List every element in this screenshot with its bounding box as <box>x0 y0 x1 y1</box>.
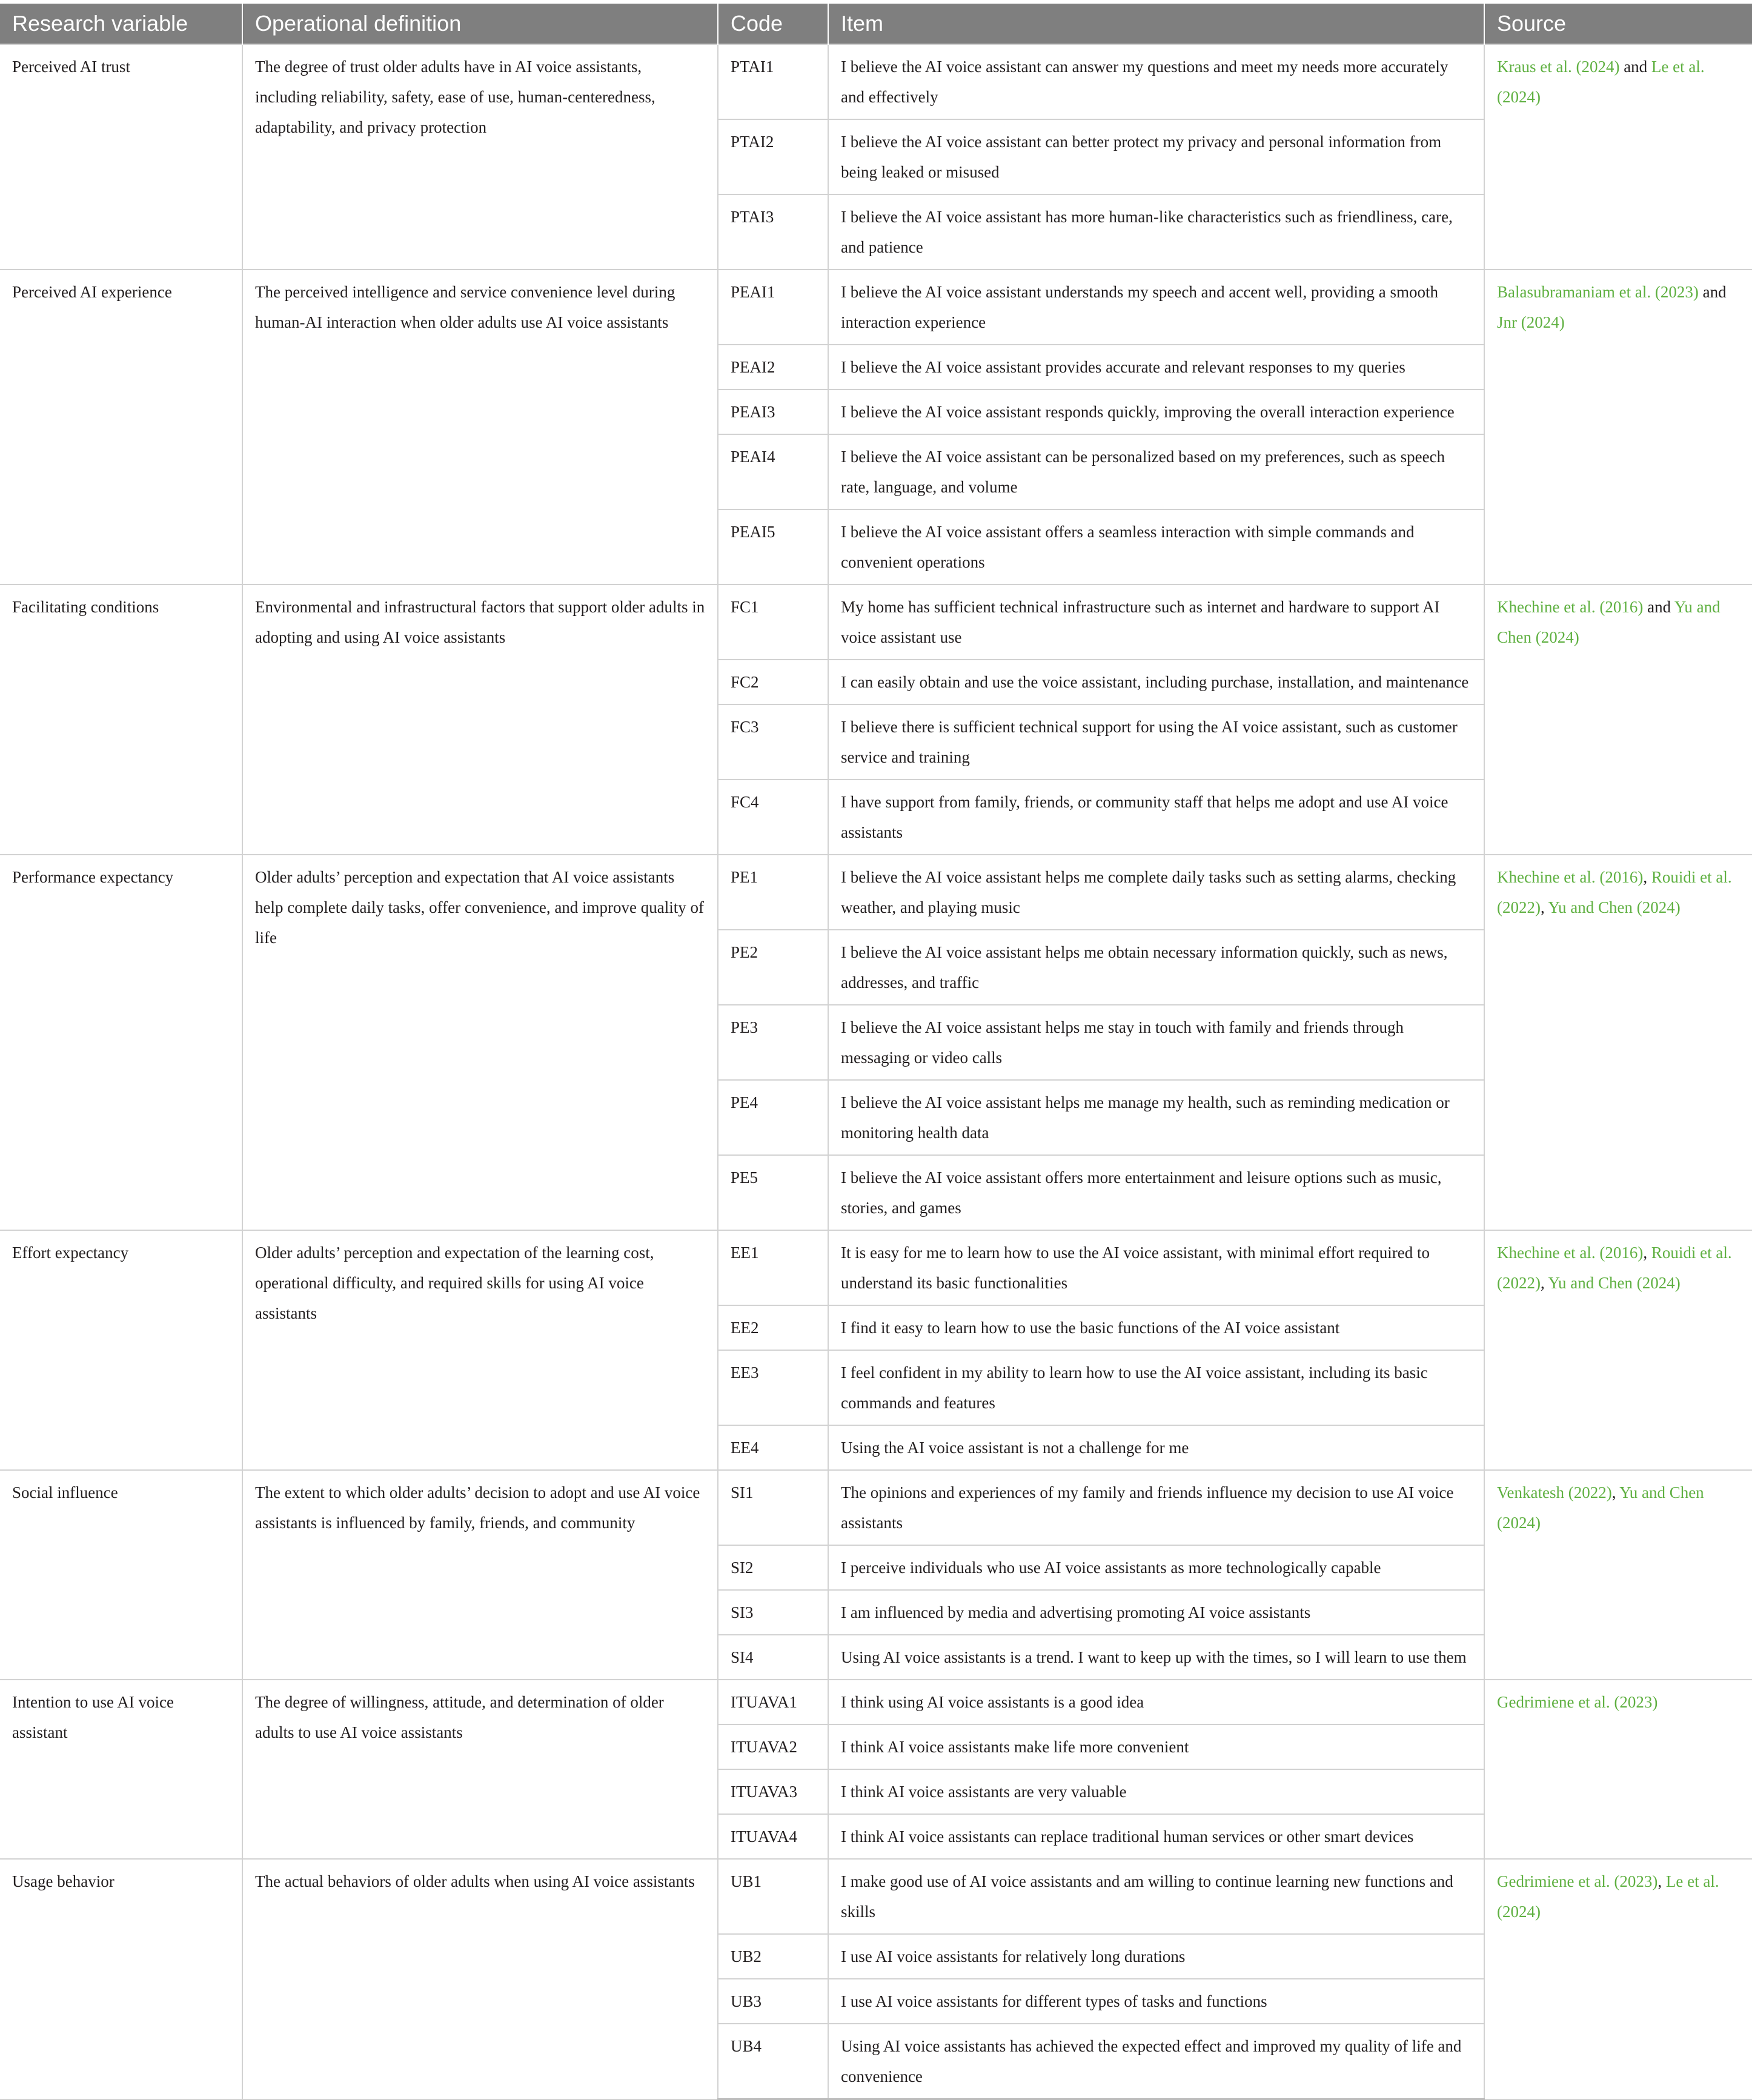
citation-link[interactable]: Gedrimiene et al. (2023) <box>1497 1693 1658 1711</box>
operational-definition-cell: Older adults’ perception and expectation of the learning cost, operational difficulty, and required skills for using AI voice assistants <box>242 1230 718 1470</box>
citation-link[interactable]: Khechine et al. (2016) <box>1497 598 1644 616</box>
item-code-cell: ITUAVA3 <box>718 1769 828 1814</box>
research-variable-cell: Intention to use AI voice assistant <box>0 1680 242 1859</box>
table-body <box>0 44 1752 2099</box>
item-code-cell: UB4 <box>718 2024 828 2099</box>
citation-separator: , <box>1540 1274 1548 1292</box>
item-text-cell: It is easy for me to learn how to use the AI voice assistant, with minimal effort required to understand its basic functionalities <box>828 1230 1484 1305</box>
research-variable-cell: Usage behavior <box>0 1859 242 2099</box>
research-variable-cell: Perceived AI experience <box>0 270 242 585</box>
item-code-cell: ITUAVA2 <box>718 1724 828 1769</box>
item-code-cell: FC1 <box>718 585 828 660</box>
item-code-cell: PE5 <box>718 1155 828 1230</box>
item-text-cell: I believe the AI voice assistant helps me complete daily tasks such as setting alarms, checking weather, and playing music <box>828 855 1484 930</box>
item-text-cell: Using AI voice assistants is a trend. I want to keep up with the times, so I will learn to use them <box>828 1635 1484 1680</box>
item-text-cell: I believe the AI voice assistant helps me obtain necessary information quickly, such as news, addresses, and traffic <box>828 930 1484 1005</box>
citation-separator: , <box>1611 1483 1620 1502</box>
citation-separator: and <box>1643 598 1674 616</box>
item-code-cell: PEAI4 <box>718 434 828 509</box>
citation-link[interactable]: Yu and Chen (2024) <box>1548 1274 1681 1292</box>
operational-definition-cell: The actual behaviors of older adults when using AI voice assistants <box>242 1859 718 2099</box>
item-text-cell: I believe the AI voice assistant understands my speech and accent well, providing a smooth interaction experience <box>828 270 1484 345</box>
citation-separator: , <box>1657 1872 1666 1890</box>
citation-separator: , <box>1643 1244 1651 1262</box>
item-code-cell: FC2 <box>718 660 828 704</box>
table-row <box>0 1859 1752 1934</box>
item-code-cell: PTAI3 <box>718 194 828 270</box>
header-item: Item <box>828 4 1484 44</box>
item-text-cell: I think AI voice assistants are very valuable <box>828 1769 1484 1814</box>
item-code-cell: PTAI1 <box>718 44 828 119</box>
item-text-cell: I use AI voice assistants for different types of tasks and functions <box>828 1979 1484 2024</box>
item-code-cell: FC4 <box>718 780 828 855</box>
operational-definition-cell: Environmental and infrastructural factors that support older adults in adopting and using AI voice assistants <box>242 585 718 855</box>
source-cell <box>1484 1470 1752 1680</box>
measurement-table <box>0 4 1752 2100</box>
item-text-cell: Using the AI voice assistant is not a challenge for me <box>828 1425 1484 1470</box>
citation-link[interactable]: Le et al. (2024) <box>1497 58 1705 106</box>
citation-link[interactable]: Rouidi et al. (2022) <box>1497 1244 1732 1292</box>
item-code-cell: PEAI1 <box>718 270 828 345</box>
item-text-cell: Using AI voice assistants has achieved the expected effect and improved my quality of life and convenience <box>828 2024 1484 2099</box>
operational-definition-cell: The degree of willingness, attitude, and determination of older adults to use AI voice assistants <box>242 1680 718 1859</box>
item-text-cell: I believe the AI voice assistant helps me manage my health, such as reminding medication or monitoring health data <box>828 1080 1484 1155</box>
item-code-cell: PE3 <box>718 1005 828 1080</box>
table-row <box>0 1230 1752 1305</box>
item-code-cell: UB3 <box>718 1979 828 2024</box>
item-code-cell: PEAI5 <box>718 509 828 585</box>
item-code-cell: SI3 <box>718 1590 828 1635</box>
item-text-cell: I believe the AI voice assistant offers more entertainment and leisure options such as music, stories, and games <box>828 1155 1484 1230</box>
item-code-cell: EE4 <box>718 1425 828 1470</box>
header-operational-definition: Operational definition <box>242 4 718 44</box>
item-text-cell: I believe the AI voice assistant responds quickly, improving the overall interaction experience <box>828 389 1484 434</box>
research-variable-cell: Facilitating conditions <box>0 585 242 855</box>
citation-link[interactable]: Khechine et al. (2016) <box>1497 868 1644 886</box>
source-cell <box>1484 1859 1752 2099</box>
citation-link[interactable]: Jnr (2024) <box>1497 313 1565 331</box>
table-row <box>0 44 1752 119</box>
table-row <box>0 855 1752 930</box>
item-text-cell: I think AI voice assistants make life more convenient <box>828 1724 1484 1769</box>
item-text-cell: I believe the AI voice assistant can better protect my privacy and personal information from being leaked or misused <box>828 119 1484 194</box>
item-code-cell: PTAI2 <box>718 119 828 194</box>
operational-definition-cell: The degree of trust older adults have in AI voice assistants, including reliability, safety, ease of use, human-centeredness, adaptability, and privacy protection <box>242 44 718 270</box>
source-cell <box>1484 1680 1752 1859</box>
item-code-cell: FC3 <box>718 704 828 780</box>
item-text-cell: I believe the AI voice assistant offers a seamless interaction with simple commands and convenient operations <box>828 509 1484 585</box>
item-text-cell: I use AI voice assistants for relatively long durations <box>828 1934 1484 1979</box>
citation-link[interactable]: Rouidi et al. (2022) <box>1497 868 1732 916</box>
citation-link[interactable]: Gedrimiene et al. (2023) <box>1497 1872 1658 1890</box>
item-code-cell: EE2 <box>718 1305 828 1350</box>
item-text-cell: I find it easy to learn how to use the basic functions of the AI voice assistant <box>828 1305 1484 1350</box>
item-text-cell: I think AI voice assistants can replace traditional human services or other smart devices <box>828 1814 1484 1859</box>
citation-separator: and <box>1698 283 1727 301</box>
citation-link[interactable]: Yu and Chen (2024) <box>1497 598 1720 646</box>
item-code-cell: EE3 <box>718 1350 828 1425</box>
item-code-cell: PE2 <box>718 930 828 1005</box>
citation-link[interactable]: Yu and Chen (2024) <box>1497 1483 1704 1532</box>
citation-link[interactable]: Venkatesh (2022) <box>1497 1483 1612 1502</box>
item-text-cell: I believe the AI voice assistant helps me stay in touch with family and friends through messaging or video calls <box>828 1005 1484 1080</box>
citation-separator: , <box>1540 898 1548 916</box>
research-variable-cell: Perceived AI trust <box>0 44 242 270</box>
citation-link[interactable]: Kraus et al. (2024) <box>1497 58 1620 76</box>
item-text-cell: I think using AI voice assistants is a good idea <box>828 1680 1484 1724</box>
table-row <box>0 1680 1752 1724</box>
citation-link[interactable]: Le et al. (2024) <box>1497 1872 1719 1921</box>
item-code-cell: ITUAVA4 <box>718 1814 828 1859</box>
item-text-cell: I feel confident in my ability to learn how to use the AI voice assistant, including its basic commands and features <box>828 1350 1484 1425</box>
table-row <box>0 270 1752 345</box>
citation-link[interactable]: Yu and Chen (2024) <box>1548 898 1681 916</box>
research-variable-cell: Performance expectancy <box>0 855 242 1230</box>
item-text-cell: My home has sufficient technical infrastructure such as internet and hardware to support AI voice assistant use <box>828 585 1484 660</box>
citation-separator: , <box>1643 868 1651 886</box>
item-text-cell: I am influenced by media and advertising promoting AI voice assistants <box>828 1590 1484 1635</box>
item-code-cell: UB2 <box>718 1934 828 1979</box>
item-text-cell: I believe the AI voice assistant has more human-like characteristics such as friendliness, care, and patience <box>828 194 1484 270</box>
header-row <box>0 4 1752 44</box>
item-text-cell: The opinions and experiences of my family and friends influence my decision to use AI voice assistants <box>828 1470 1484 1545</box>
source-cell <box>1484 855 1752 1230</box>
citation-separator: and <box>1619 58 1651 76</box>
item-text-cell: I believe the AI voice assistant provides accurate and relevant responses to my queries <box>828 345 1484 389</box>
citation-link[interactable]: Balasubramaniam et al. (2023) <box>1497 283 1699 301</box>
source-cell <box>1484 585 1752 855</box>
source-cell <box>1484 270 1752 585</box>
item-text-cell: I have support from family, friends, or community staff that helps me adopt and use AI voice assistants <box>828 780 1484 855</box>
item-text-cell: I can easily obtain and use the voice assistant, including purchase, installation, and maintenance <box>828 660 1484 704</box>
item-code-cell: ITUAVA1 <box>718 1680 828 1724</box>
item-code-cell: PE1 <box>718 855 828 930</box>
item-text-cell: I believe the AI voice assistant can be personalized based on my preferences, such as speech rate, language, and volume <box>828 434 1484 509</box>
item-code-cell: UB1 <box>718 1859 828 1934</box>
table-row <box>0 585 1752 660</box>
item-code-cell: EE1 <box>718 1230 828 1305</box>
item-code-cell: PEAI2 <box>718 345 828 389</box>
item-text-cell: I perceive individuals who use AI voice assistants as more technologically capable <box>828 1545 1484 1590</box>
header-source: Source <box>1484 4 1752 44</box>
citation-link[interactable]: Khechine et al. (2016) <box>1497 1244 1644 1262</box>
item-code-cell: PEAI3 <box>718 389 828 434</box>
item-code-cell: SI2 <box>718 1545 828 1590</box>
operational-definition-cell: The extent to which older adults’ decision to adopt and use AI voice assistants is influenced by family, friends, and community <box>242 1470 718 1680</box>
item-text-cell: I believe there is sufficient technical support for using the AI voice assistant, such as customer service and training <box>828 704 1484 780</box>
item-code-cell: SI4 <box>718 1635 828 1680</box>
table-row <box>0 1470 1752 1545</box>
operational-definition-cell: Older adults’ perception and expectation that AI voice assistants help complete daily tasks, offer convenience, and improve quality of life <box>242 855 718 1230</box>
item-code-cell: PE4 <box>718 1080 828 1155</box>
item-text-cell: I make good use of AI voice assistants and am willing to continue learning new functions and skills <box>828 1859 1484 1934</box>
header-code: Code <box>718 4 828 44</box>
source-cell <box>1484 44 1752 270</box>
research-variable-cell: Effort expectancy <box>0 1230 242 1470</box>
item-code-cell: SI1 <box>718 1470 828 1545</box>
research-variable-cell: Social influence <box>0 1470 242 1680</box>
source-cell <box>1484 1230 1752 1470</box>
header-research-variable: Research variable <box>0 4 242 44</box>
item-text-cell: I believe the AI voice assistant can answer my questions and meet my needs more accurately and effectively <box>828 44 1484 119</box>
operational-definition-cell: The perceived intelligence and service convenience level during human-AI interaction when older adults use AI voice assistants <box>242 270 718 585</box>
